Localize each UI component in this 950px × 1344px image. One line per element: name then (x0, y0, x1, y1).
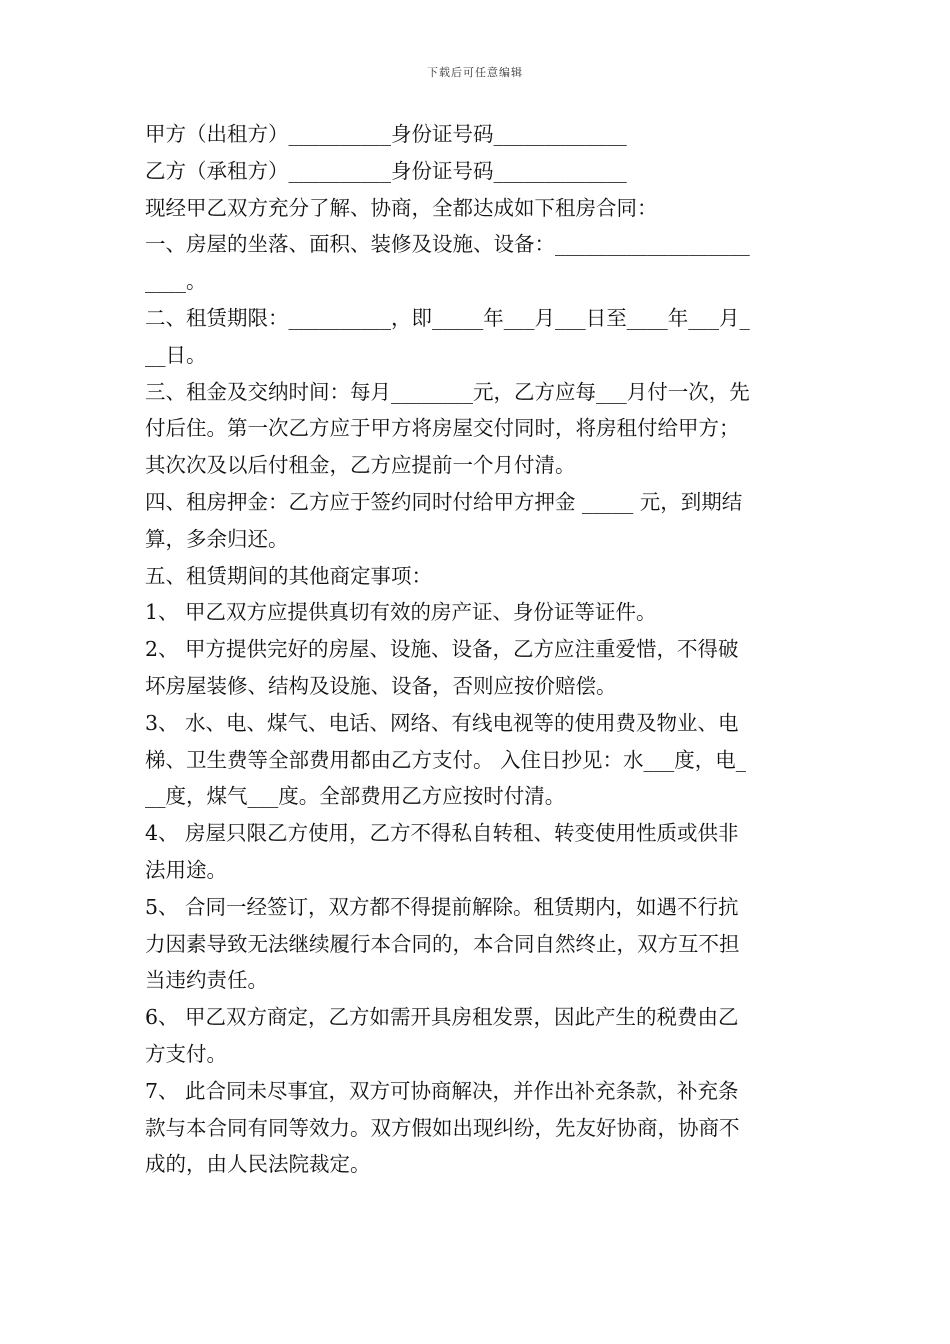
text-line: __日。 (145, 342, 207, 367)
text-line: 1、 甲乙双方应提供真切有效的房产证、身份证等证件。 (145, 600, 657, 625)
text-line: 付后住。第一次乙方应于甲方将房屋交付同时，将房租付给甲方； (145, 416, 740, 441)
text-line: 五、租赁期间的其他商定事项： (145, 563, 432, 588)
text-line: 款与本合同有同等效力。双方假如出现纠纷，先友好协商，协商不 (145, 1115, 740, 1140)
text-line: 力因素导致无法继续履行本合同的，本合同自然终止，双方互不担 (145, 931, 740, 956)
text-line: 方支付。 (145, 1041, 227, 1066)
text-line: 5、 合同一经签订，双方都不得提前解除。租赁期内，如遇不行抗 (145, 894, 739, 919)
text-line: 三、租金及交纳时间：每月________元，乙方应每___月付一次，先 (145, 379, 750, 404)
text-line: 成的，由人民法院裁定。 (145, 1152, 371, 1177)
text-line: 二、租赁期限：__________，即_____年___月___日至____年___月_ (145, 305, 750, 330)
text-line: 现经甲乙双方充分了解、协商，全都达成如下租房合同： (145, 195, 658, 220)
page-header: 下载后可任意编辑 (427, 66, 523, 79)
text-line: 其次次及以后付租金，乙方应提前一个月付清。 (145, 453, 576, 478)
text-line: 2、 甲方提供完好的房屋、设施、设备，乙方应注重爱惜，不得破 (145, 637, 739, 662)
text-line: __度，煤气___度。全部费用乙方应按时付清。 (145, 784, 566, 809)
text-line: 四、租房押金：乙方应于签约同时付给甲方押金 _____ 元，到期结 (145, 489, 743, 514)
text-line: 3、 水、电、煤气、电话、网络、有线电视等的使用费及物业、电 (145, 710, 739, 735)
text-line: 坏房屋装修、结构及设施、设备，否则应按价赔偿。 (145, 673, 617, 698)
contract-body (145, 116, 815, 1183)
text-line: 算，多余归还。 (145, 526, 289, 551)
text-line: 当违约责任。 (145, 968, 268, 993)
text-line: 一、房屋的坐落、面积、装修及设施、设备：___________________ (145, 232, 750, 257)
text-line: 7、 此合同未尽事宜，双方可协商解决，并作出补充条款，补充条 (145, 1078, 739, 1103)
text-line: 甲方（出租方）__________身份证号码_____________ (145, 122, 627, 146)
text-line: 6、 甲乙双方商定，乙方如需开具房租发票，因此产生的税费由乙 (145, 1005, 739, 1030)
text-line: 法用途。 (145, 857, 227, 882)
text-line: 乙方（承租方）__________身份证号码_____________ (145, 158, 627, 183)
text-line: ____。 (145, 269, 207, 294)
text-line: 梯、卫生费等全部费用都由乙方支付。 入住日抄见：水___度，电_ (145, 747, 747, 772)
text-line: 4、 房屋只限乙方使用，乙方不得私自转租、转变使用性质或供非 (145, 821, 739, 846)
